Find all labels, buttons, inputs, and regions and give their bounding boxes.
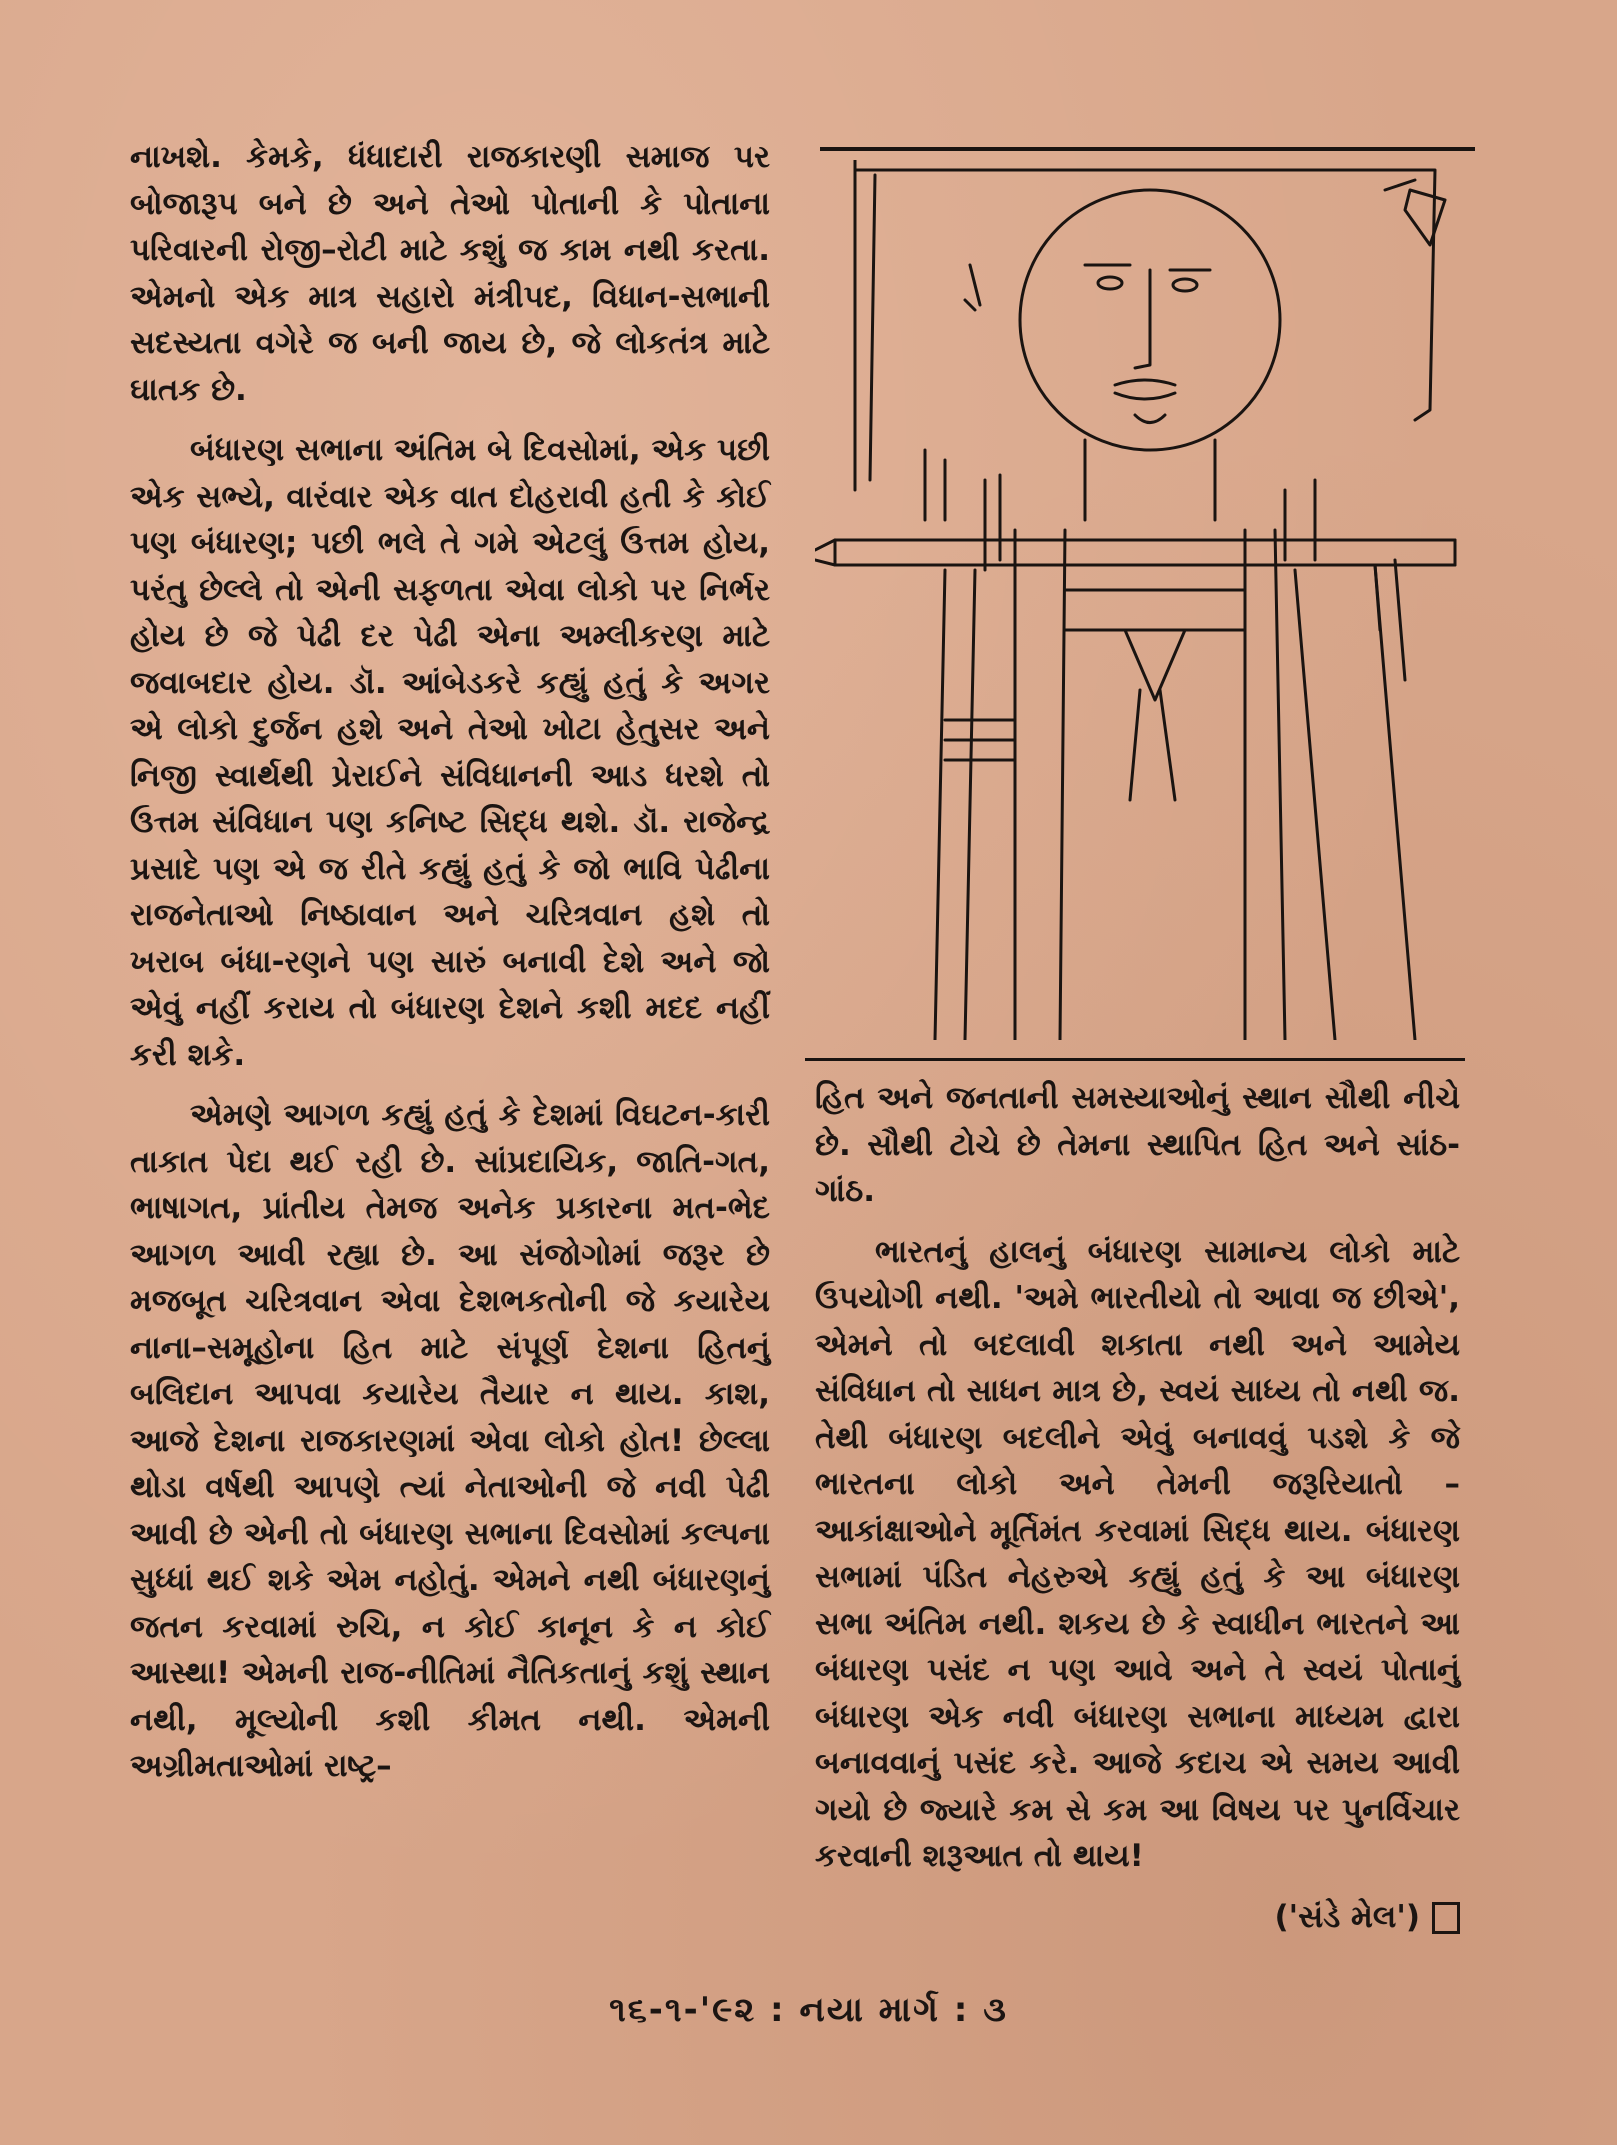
right-column xyxy=(815,1075,1460,1940)
square-end-icon xyxy=(1432,1902,1460,1934)
source-text: ('સંડે મેલ') xyxy=(1274,1898,1420,1935)
paragraph: એમણે આગળ કહ્યું હતું કે દેશમાં વિઘટન-કારી તાકાત પેદા થઈ રહી છે. સાંપ્રદાયિક, જાતિ-ગત, ભાષાગત, પ્રાંતીય તેમજ અનેક પ્રકારના મત-ભેદ આગળ આવી રહ્યા છે. આ સંજોગોમાં જરૂર છે મજબૂત ચરિત્રવાન એવા દેશભકતોની જે કયારેય નાના–સમૂહોના હિત માટે સંપૂર્ણ દેશના હિતનું બલિદાન આપવા કયારેય તૈયાર ન થાય. કાશ, આજે દેશના રાજકારણમાં એવા લોકો હોત! છેલ્લા થોડા વર્ષથી આપણે ત્યાં નેતાઓની જે નવી પેઢી આવી છે એની તો બંધારણ સભાના દિવસોમાં કલ્પના સુધ્ધાં થઈ શકે એમ નહોતું. એમને નથી બંધારણનું જતન કરવામાં રુચિ, ન કોઈ કાનૂન કે ન કોઈ આસ્થા! એમની રાજ-નીતિમાં નૈતિકતાનું કશું સ્થાન નથી, મૂલ્યોની કશી કીમત નથી. એમની અગ્રીમતાઓમાં રાષ્ટ્ર– xyxy=(130,1097,770,1784)
paragraph: બંધારણ સભાના અંતિમ બે દિવસોમાં, એક પછી એક સભ્યે, વારંવાર એક વાત દોહરાવી હતી કે કોઈ પણ બંધારણ; પછી ભલે તે ગમે એટલું ઉત્તમ હોય, પરંતુ છેલ્લે તો એની સફળતા એવા લોકો પર નિર્ભર હોય છે જે પેઢી દર પેઢી એના અમ્લીકરણ માટે જવાબદાર હોય. ડૉ. આંબેડકરે કહ્યું હતું કે અગર એ લોકો દુર્જન હશે અને તેઓ ખોટા હેતુસર અને નિજી સ્વાર્થથી પ્રેરાઈને સંવિધાનની આડ ધરશે તો ઉત્તમ સંવિધાન પણ કનિષ્ટ સિદ્ધ થશે. ડૉ. રાજેન્દ્ર પ્રસાદે પણ એ જ રીતે કહ્યું હતું કે જો ભાવિ પેઢીના રાજનેતાઓ નિષ્ઠાવાન અને ચરિત્રવાન હશે તો ખરાબ બંધા-રણને પણ સારું બનાવી દેશે અને જો એવું નહીં કરાય તો બંધારણ દેશને કશી મદદ નહીં કરી શકે. xyxy=(130,432,770,1073)
top-rule xyxy=(820,147,1475,151)
cartoon-illustration xyxy=(815,160,1465,1040)
paragraph: ભારતનું હાલનું બંધારણ સામાન્ય લોકો માટે ઉપયોગી નથી. 'અમે ભારતીયો તો આવા જ છીએ', એમને તો બદલાવી શકાતા નથી અને આમેય સંવિધાન તો સાધન માત્ર છે, સ્વયં સાધ્ય તો નથી જ. તેથી બંધારણ બદલીને એવું બનાવવું પડશે કે જે ભારતના લોકો અને તેમની જરૂરિયાતો –આકાંક્ષાઓને મૂર્તિમંત કરવામાં સિદ્ધ થાય. બંધારણ સભામાં પંડિત નેહરુએ કહ્યું હતું કે આ બંધારણ સભા અંતિમ નથી. શકય છે કે સ્વાધીન ભારતને આ બંધારણ પસંદ ન પણ આવે અને તે સ્વયં પોતાનું બંધારણ એક નવી બંધારણ સભાના માધ્યમ દ્વારા બનાવવાનું પસંદ કરે. આજે કદાચ એ સમય આવી ગયો છે જ્યારે કમ સે કમ આ વિષય પર પુનર્વિચાર કરવાની શરૂઆત તો થાય! xyxy=(815,1233,1460,1874)
paragraph: હિત અને જનતાની સમસ્યાઓનું સ્થાન સૌથી નીચે છે. સૌથી ટોચે છે તેમના સ્થાપિત હિત અને સાંઠ-ગાંઠ. xyxy=(815,1080,1460,1209)
source-credit xyxy=(815,1894,1460,1941)
left-column xyxy=(130,134,770,1804)
caption-rule xyxy=(805,1058,1465,1061)
page-footer: ૧૬-૧-'૯૨ : નયા માર્ગ : ૩ xyxy=(609,1990,1008,2030)
paragraph: નાખશે. કેમકે, ધંધાદારી રાજકારણી સમાજ પર બોજારૂપ બને છે અને તેઓ પોતાની કે પોતાના પરિવારની રોજી–રોટી માટે કશું જ કામ નથી કરતા. એમનો એક માત્ર સહારો મંત્રીપદ, વિધાન-સભાની સદસ્યતા વગેરે જ બની જાય છે, જે લોકતંત્ર માટે ઘાતક છે. xyxy=(130,139,770,408)
